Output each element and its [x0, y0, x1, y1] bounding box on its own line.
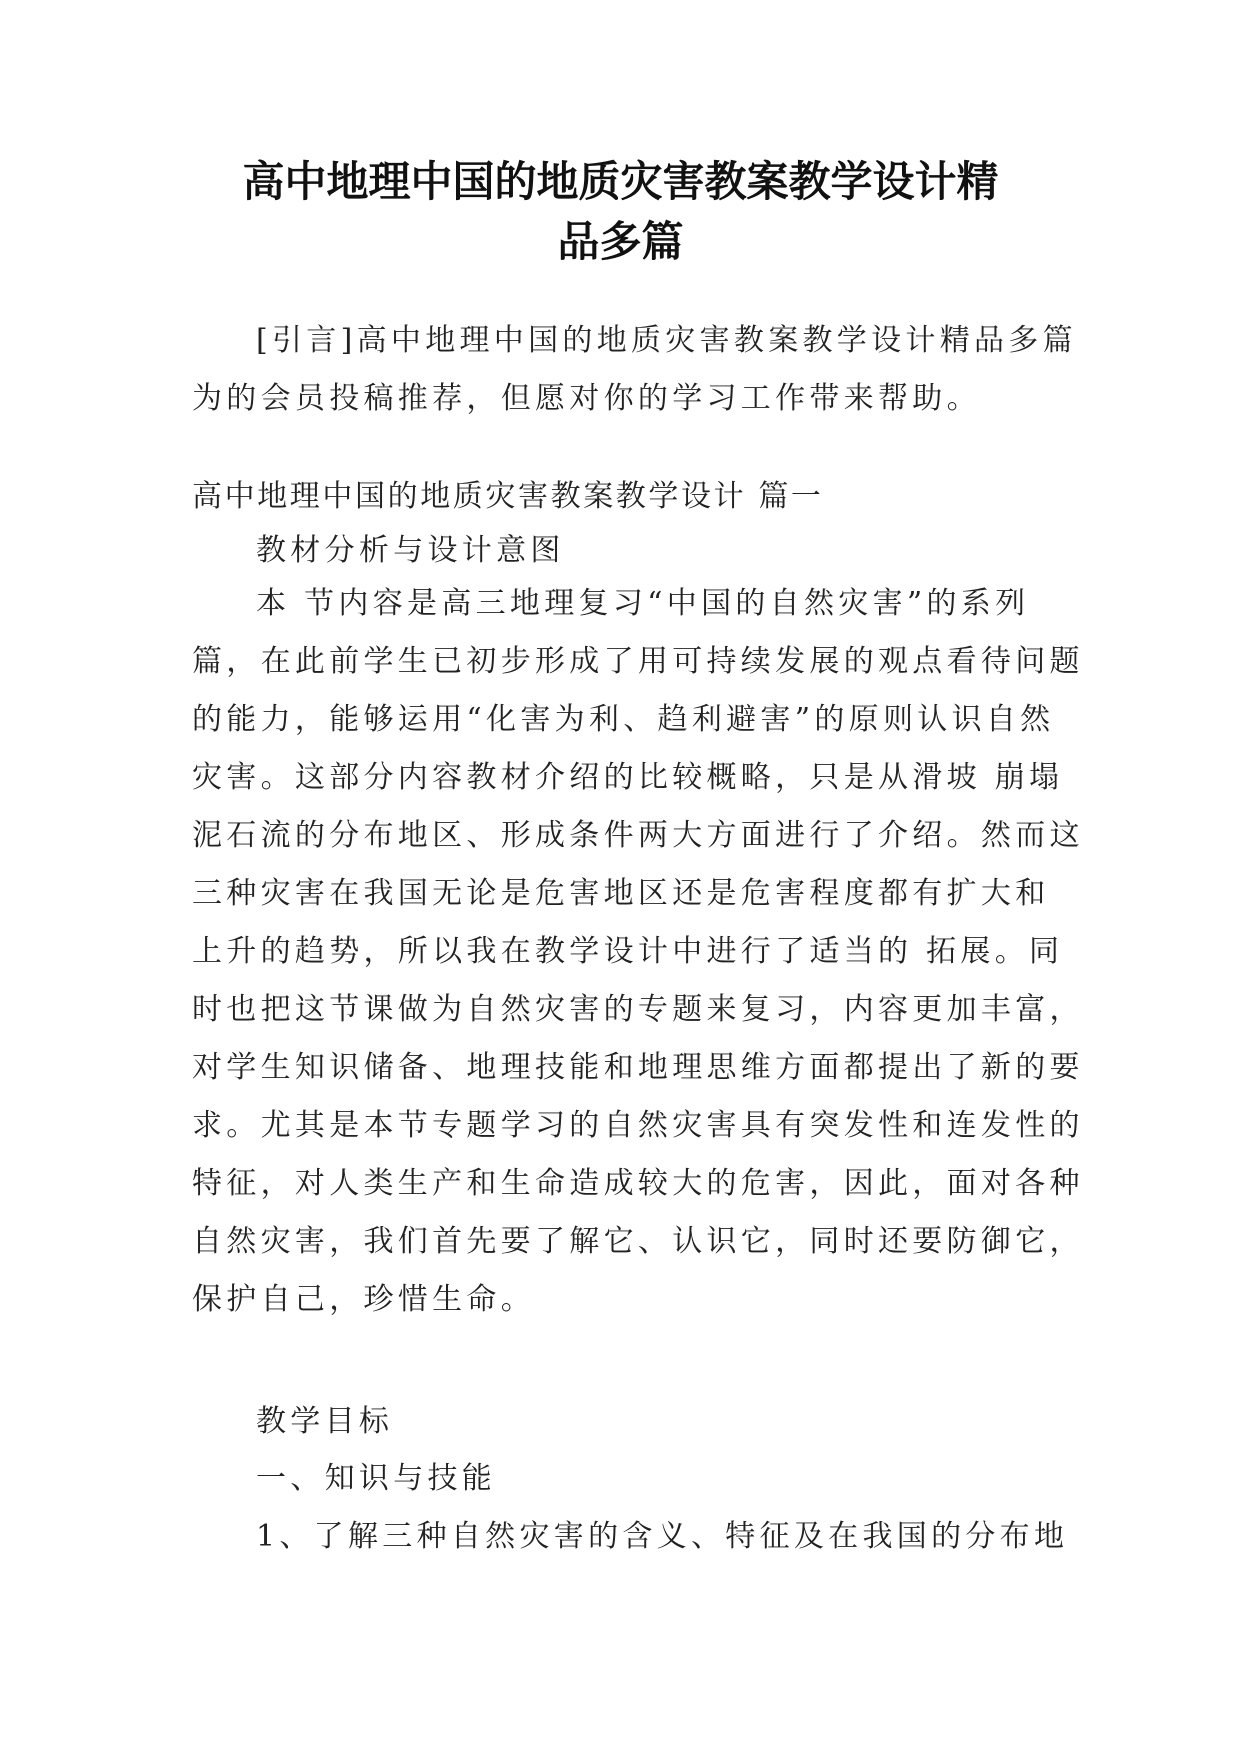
goal-heading: [192, 1450, 1052, 1508]
goal-item: [192, 1508, 1069, 1566]
analysis-line: 自然灾害，我们首先要了解它、认识它，同时还要防御它，: [192, 1224, 1084, 1259]
analysis-line: 三种灾害在我国无论是危害地区还是危害程度都有扩大和: [192, 876, 1050, 911]
intro-line: 为的会员投稿推荐，但愿对你的学习工作带来帮助。: [192, 381, 981, 416]
section-heading-text: 高中地理中国的地质灾害教案教学设计 篇一: [192, 479, 824, 514]
analysis-line: 篇，在此前学生已初步形成了用可持续发展的观点看待问题: [192, 644, 1084, 679]
goal-item-text: 1、了解三种自然灾害的含义、特征及在我国的分布地: [256, 1519, 1069, 1554]
analysis-line: 求。尤其是本节专题学习的自然灾害具有突发性和连发性的: [192, 1108, 1084, 1143]
analysis-line: 的能力，能够运用“化害为利、趋利避害”的原则认识自然: [192, 702, 1055, 737]
intro-line: [引言]高中地理中国的地质灾害教案教学设计精品多篇: [256, 323, 1077, 358]
subheading-analysis: [192, 522, 1052, 580]
goal-heading-text: 一、知识与技能: [256, 1461, 497, 1496]
analysis-paragraph: [192, 575, 1084, 1329]
analysis-line: 本 节内容是高三地理复习“中国的自然灾害”的系列: [256, 586, 1030, 621]
document-title: [150, 152, 1091, 272]
title-line: 高中地理中国的地质灾害教案教学设计精: [242, 157, 999, 206]
analysis-line: 保护自己，珍惜生命。: [192, 1282, 535, 1317]
analysis-line: 时也把这节课做为自然灾害的专题来复习，内容更加丰富，: [192, 992, 1084, 1027]
analysis-line: 特征，对人类生产和生命造成较大的危害，因此，面对各种: [192, 1166, 1084, 1201]
title-line: 品多篇: [557, 217, 684, 266]
subheading-goals-text: 教学目标: [256, 1404, 394, 1439]
intro-paragraph: [192, 312, 1077, 428]
analysis-line: 泥石流的分布地区、形成条件两大方面进行了介绍。然而这: [192, 818, 1084, 853]
analysis-line: 上升的趋势，所以我在教学设计中进行了适当的 拓展。同: [192, 934, 1064, 969]
subheading-analysis-text: 教材分析与设计意图: [256, 533, 565, 568]
analysis-line: 灾害。这部分内容教材介绍的比较概略，只是从滑坡 崩塌: [192, 760, 1064, 795]
subheading-goals: [192, 1393, 1052, 1451]
analysis-line: 对学生知识储备、地理技能和地理思维方面都提出了新的要: [192, 1050, 1084, 1085]
section-heading: [192, 468, 1052, 526]
